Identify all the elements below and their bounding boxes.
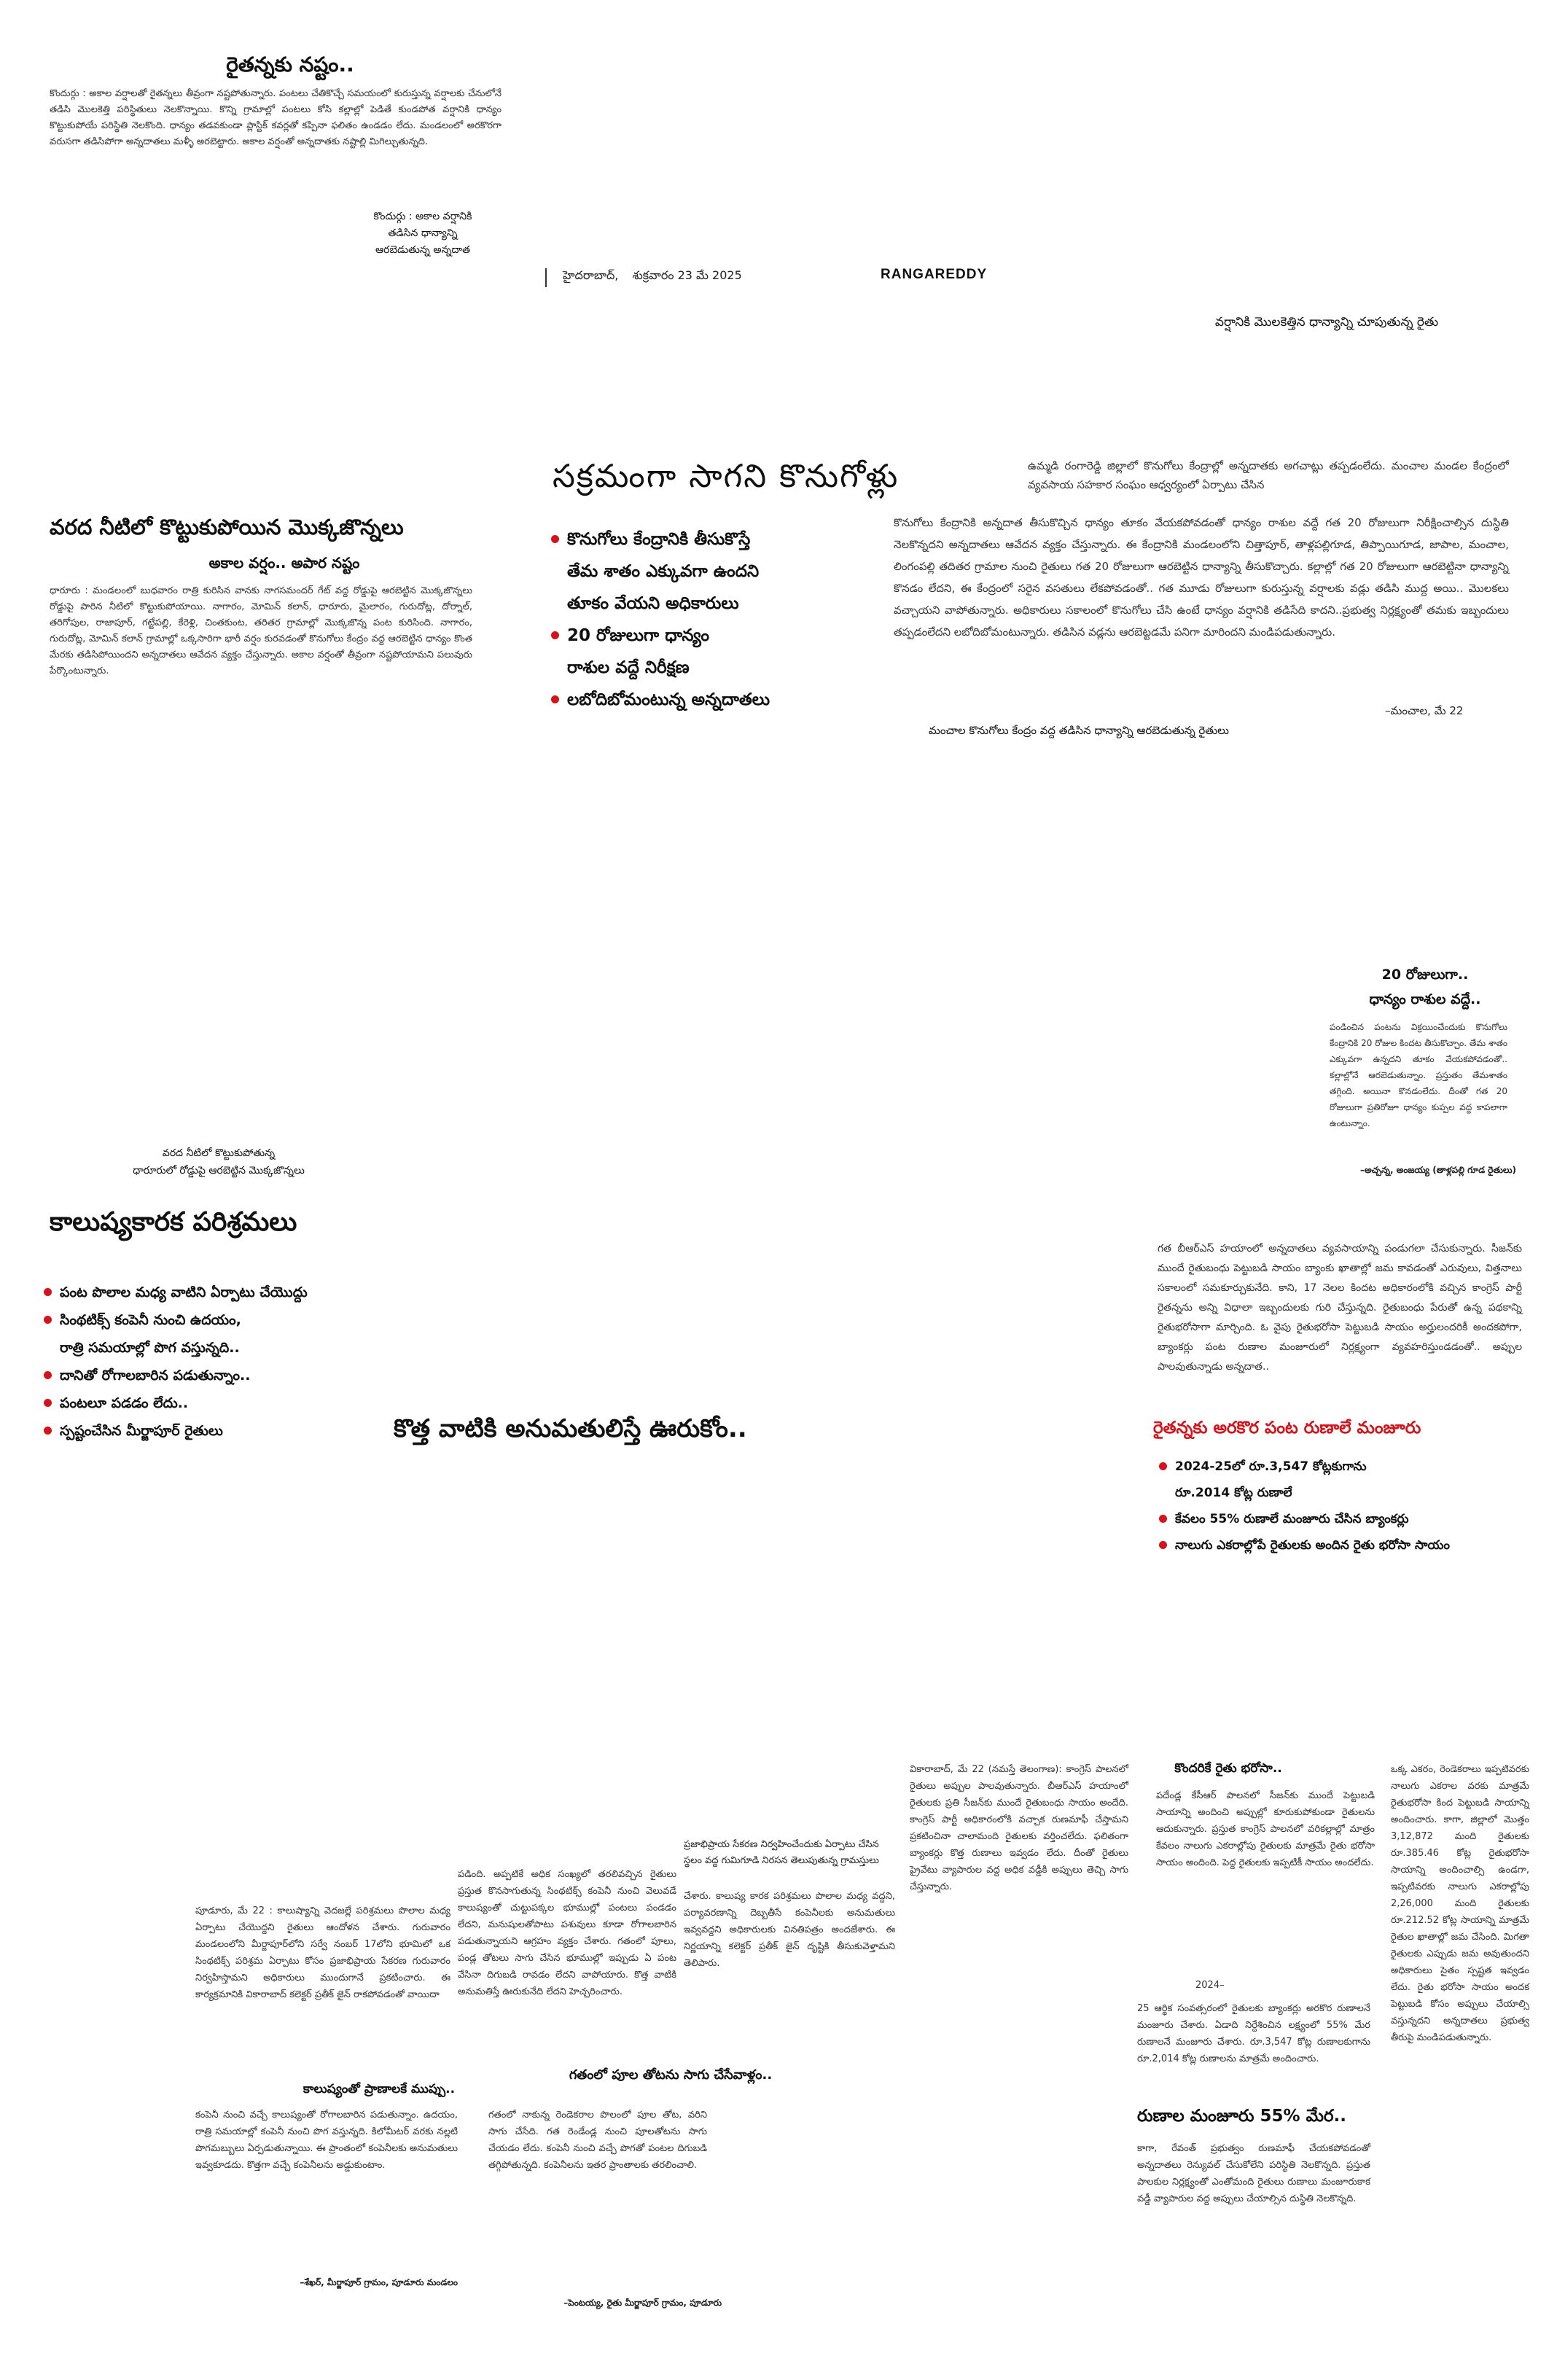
- story-pollution-col3: చేశారు. కాలుష్య కారక పరిశ్రమలు పొలాల మధ్య వద్దని, పర్యావరణాన్ని దెబ్బతీసే కంపెనీలకు అనుమతులు ఇవ్వవద్దని అధికారులకు వినతిపత్రం అందజేశారు. ఈ నిర్ణయాన్ని కలెక్టర్ ప్రతీక్ జైన్ దృష్టికి తీసుకువెళ్తామని తెలిపారు.: [684, 1891, 895, 1969]
- bullet-item: సింథటిక్స్ కంపెనీ నుంచి ఉదయం,: [41, 1306, 449, 1334]
- story-centers-photo-caption: మంచాల కొనుగోలు కేంద్రం వద్ద తడిసిన ధాన్యాన్ని ఆరబెడుతున్న రైతులు: [929, 724, 1229, 737]
- story-20days-headline-line: ధాన్యం రాశుల వద్దే..: [1369, 991, 1481, 1007]
- story-20days-headline-line: 20 రోజులుగా..: [1381, 967, 1469, 983]
- story-flood-body: ధారూరు : మండలంలో బుధవారం రాత్రి కురిసిన వానకు నాగసమందర్ గేట్ వద్ద రోడ్డుపై ఆరబెట్టిన మొక్కజొన్నలు రోడ్డుపై పారిన నీటిలో కొట్టుకుపోయాయి. నాగారం, మోమిన్ కలాన్, ధారూరు, మైలారం, గురుదోట్ల, దోర్నాల్, తరిగోపుల, రాజాపూర్, గట్టేపల్లి, కేరెళ్లి, చింతకుంట, తరితర గ్రామాల్లో మొక్కజొన్న పంట కురిసింది. నాగారం, గురుదోట్ల, మోమిన్ కలాన్ గ్రామాల్లో ఒక్కసారిగా భారీ వర్షం కురవడంతో కొనుగోలు కేంద్రం వద్ద ఆరబెట్టిన ధాన్యం కొంత మేరకు తడిసిపోయిందని అన్నదాతలు ఆవేదన వ్యక్తం చేస్తున్నారు. అకాల వర్షంతో తీవ్రంగా నష్టపోయామని పలువురు పేర్కొంటున్నారు.: [50, 585, 472, 676]
- story-20days-headline: [1327, 962, 1523, 1012]
- bullet-item: రూ.2014 కోట్ల రుణాలే: [1175, 1486, 1292, 1500]
- story-loanwaiver-bullets: [1156, 1454, 1535, 1558]
- bullet-item: నాలుగు ఎకరాల్లోపే రైతులకు అందిన రైతు భరోసా సాయం: [1156, 1532, 1535, 1558]
- story-pollution-box2-body: గతంలో నాకున్న రెండెకరాల పొలంలో పూల తోట, వరిని సాగు చేసేది. గత రెండేండ్ల నుంచి పూలతోటను సాగు చేయడం లేదు. కంపెనీ నుంచి వచ్చే పొగతో పంటల దిగుబడి తగ్గిపోతున్నది. కంపెనీలను ఇతర ప్రాంతాలకు తరలించాలి.: [488, 2110, 707, 2171]
- story-flood-headline: వరద నీటిలో కొట్టుకుపోయిన మొక్కజొన్నలు: [50, 515, 404, 539]
- bullet-item: రాశుల వద్దే నిరీక్షణ: [567, 658, 690, 677]
- story-loanwaiver-box-body: పదేండ్ల కేసీఆర్ పాలనలో సీజన్‌కు ముందే పెట్టుబడి సాయాన్ని అందించి అప్పుల్లో కూరుకుపోకుండా రైతులను ఆదుకున్నారు. ప్రస్తుత కాంగ్రెస్ పాలనలో వరికల్లాల్లో మాత్రం కేవలం నాలుగు ఎకరాల్లోపు రైతులకు మాత్రమే రైతు భరోసా సాయం అందింది. పెద్ద రైతులకు ఇప్పటికీ సాయం అందలేదు.: [1156, 1790, 1375, 1868]
- story-flood-subhead: అకాల వర్షం.. అపార నష్టం: [208, 554, 360, 571]
- story-pollution-box2-headline: గతంలో పూల తోటను సాగు చేసేవాళ్లం..: [569, 2067, 773, 2083]
- story-pollution-bullets: [41, 1279, 449, 1445]
- story-loanwaiver-col4: ఒక్క ఎకరం, రెండెకరాలు ఇప్పటివరకు నాలుగు ఎకరాల వరకు మాత్రమే రైతుభరోసా కింద పెట్టుబడి సాయాన్ని అందించారు. కాగా, జిల్లాలో మొత్తం 3,12,872 మంది రైతులకు రూ.385.46 కోట్ల రైతుభరోసా సాయాన్ని అందించాల్సి ఉండగా, ఇప్పటివరకు నాలుగు ఎకరాల్లోపు 2,26,000 మంది రైతులకు రూ.212.52 కోట్ల సాయాన్ని మాత్రమే రైతుల ఖాతాల్లో జమ చేసింది. మిగతా రైతులకు ఎప్పుడు జమ అవుతుందని అధికారులు సైతం స్పష్టత ఇవ్వడం లేదు. రైతు భరోసా సాయం అందక పెట్టుబడి కోసం అప్పులు చేయాల్సి వస్తున్నదని అన్నదాతలు ప్రభుత్వ తీరుపై మండిపడుతున్నారు.: [1391, 1764, 1529, 2043]
- story-loss-caption-line: కొందుర్గు : అకాల వర్షానికి: [373, 211, 472, 222]
- story-centers-headline: సక్రమంగా సాగని కొనుగోళ్లు: [553, 458, 900, 495]
- story-pollution-box1-byline: –శేఖర్, మీర్జాపూర్ గ్రామం, పూడూరు మండలం: [300, 2277, 458, 2287]
- story-pollution-subhead: కొత్త వాటికి అనుమతులిస్తే ఊరుకోం..: [394, 1414, 747, 1443]
- story-loanwaiver-headline: రైతన్నకు అరకొర పంట రుణాలే మంజూరు: [1153, 1419, 1421, 1437]
- masthead-dateline: [563, 268, 742, 285]
- story-pollution-box2-byline: –పెంటయ్య, రైతు మీర్జాపూర్ గ్రామం, పూడూరు: [563, 2298, 722, 2308]
- bullet-item: 20 రోజులుగా ధాన్యం: [548, 620, 862, 652]
- bullet-item: 2024-25లో రూ.3,547 కోట్లకుగాను: [1156, 1454, 1535, 1480]
- bullet-item: తూకం వేయని అధికారులు: [567, 594, 739, 613]
- story-centers-lead: ఉమ్మడి రంగారెడ్డి జిల్లాలో కొనుగోలు కేంద్రాల్లో అన్నదాతకు అగచాట్లు తప్పడంలేదు. మంచాల మండల కేంద్రంలో వ్యవసాయ సహకార సంఘం ఆధ్వర్యంలో ఏర్పాటు చేసిన: [1028, 459, 1509, 491]
- story-loanwaiver-mid-headline: రుణాల మంజూరు 55% మేర..: [1137, 2107, 1347, 2126]
- masthead-city: హైదరాబాద్,: [563, 268, 619, 282]
- bullet-item: తేమ శాతం ఎక్కువగా ఉందని: [567, 562, 760, 581]
- story-loss-body: కొందుర్గు : అకాల వర్షాలతో రైతన్నలు తీవ్రంగా నష్టపోతున్నారు. పంటలు చేతికొచ్చే సమయంలో కురుస్తున్న వర్షాలకు చేనులోనే తడిసి మొలకెత్తి పరిస్థితులు నెలకొన్నాయి. కొన్ని గ్రామాల్లో పంటలు కోసి కల్లాల్లో పెడితే కుండపోత వర్షానికి ధాన్యం కొట్టుకుపోయే పరిస్థితి నెలకొంది. ధాన్యం తడవకుండా ప్లాస్టిక్ కవర్లతో కప్పినా ఫలితం ఉండడం లేదు. మండలంలో అరకొరగా వరుసగా తడిసిపోగా అన్నదాతలు మళ్ళీ అరబెట్టారు. అకాల వర్షంతో అన్నదాతకు నష్టాల్లి మిగిల్చుతున్నది.: [50, 88, 502, 147]
- story-loss-caption: [313, 208, 532, 259]
- story-loanwaiver-mid-body2: కాగా, రేవంత్ ప్రభుత్వం రుణమాఫీ చేయకపోవడంతో అన్నదాతలు రెన్యువల్ చేసుకోలేని పరిస్థితి నెలకొన్నది. ప్రస్తుత పాలకుల నిర్లక్ష్యంతో ఎంతోమంది రైతులు రుణాలు మంజూరుకాక వడ్డీ వ్యాపారుల వద్ద అప్పులు చేయాల్సిన దుస్థితి నెలకొన్నది.: [1137, 2143, 1370, 2204]
- bullet-item: దానితో రోగాలబారిన పడుతున్నాం..: [41, 1362, 449, 1389]
- bullet-item: పంటలూ పడడం లేదు..: [41, 1389, 449, 1417]
- bullet-item: పంట పొలాల మధ్య వాటిని ఏర్పాటు చేయొద్దు: [41, 1279, 449, 1306]
- story-loss-caption-line: ఆరబెడుతున్న అన్నదాత: [375, 244, 470, 256]
- story-loss-caption-line: తడిసిన ధాన్యాన్ని: [388, 227, 458, 239]
- story-centers-body: కొనుగోలు కేంద్రానికి అన్నదాత తీసుకొచ్చిన ధాన్యం తూకం వేయకపోవడంతో ధాన్యం రాశుల వద్దే గత 20 రోజులుగా నిరీక్షించాల్సిన దుస్థితి నెలకొన్నదని అన్నదాతలు ఆవేదన వ్యక్తం చేస్తున్నారు. ఈ కేంద్రానికి మండలంలోని చిత్తాపూర్, తాళ్లపల్లిగూడ, తిప్పాయిగూడ, జాపాల, మంచాల, లింగంపల్లి తదితర గ్రామాల నుంచి రైతులు గత 20 రోజులుగా ఆరబెట్టిన ధాన్యాన్ని తీసుకొచ్చారు. కల్లాల్లో గత 20 రోజులుగా ఆరబెట్టినా ధాన్యాన్ని కొనడం లేదని, ఈ కేంద్రంలో సరైన వసతులు లేకపోవడంతో.. గత మూడు రోజులుగా కురుస్తున్న వర్షాలకు వడ్లు తడిసి ముద్ద అయి.. మొలకలు వచ్చాయని వాపోతున్నారు. అధికారులు సకాలంలో కొనుగోలు చేసి ఉంటే ధాన్యం వర్షానికి తడిసేది కాదని..ప్రభుత్వ నిర్లక్ష్యంతో తమకు ఇబ్బందులు తప్పడంలేదని లబోదిబోమంటున్నారు. తడిసిన వడ్లను ఆరబెట్టడమే పనిగా మారిందని మండిపడుతున్నారు.: [894, 516, 1509, 639]
- story-flood-caption: [117, 1144, 321, 1179]
- story-centers-bullets: [548, 523, 862, 716]
- bullet-item: లబోదిబోమంటున్న అన్నదాతలు: [548, 684, 862, 716]
- story-pollution-box1-body: కంపెనీ నుంచి వచ్చే కాలుష్యంతో రోగాలబారిన పడుతున్నాం. ఉదయం, రాత్రి సమయాల్లో కంపెనీ నుంచి పొగ వస్తున్నది. కిలోమీటర్ వరకు నల్లటి పొగమబ్బులు ఏర్పడుతున్నాయి. ఈ ప్రాంతంలో కంపెనీలకు అనుమతులు ఇవ్వకూడదు. కొత్తగా వచ్చే కంపెనీలను అడ్డుకుంటాం.: [195, 2110, 458, 2171]
- story-loanwaiver-mid-body: 25 ఆర్థిక సంవత్సరంలో రైతులకు బ్యాంకర్లు అరకొర రుణాలనే మంజూరు చేశారు. ఏడాది నిర్దేశించిన లక్ష్యంలో 55% మేర రుణాలనే మంజూరు చేశారు. రూ.3,547 కోట్ల రుణాలకుగాను రూ.2,014 కోట్ల రుణాలను మాత్రమే అందించారు.: [1137, 2003, 1370, 2064]
- story-pollution-headline: కాలుష్యకారక పరిశ్రమలు: [50, 1207, 297, 1237]
- photo-caption-sprouting: వర్షానికి మొలకెత్తిన ధాన్యాన్ని చూపుతున్న రైతు: [1214, 315, 1439, 329]
- story-centers-dateline: –మంచాల, మే 22: [1385, 704, 1464, 717]
- story-pollution-col3-caption: ప్రజాభిప్రాయ సేకరణ నిర్వహించేందుకు ఏర్పాటు చేసిన స్థలం వద్ద గుమిగూడి నిరసన తెలుపుతున్న గ్రామస్తులు: [684, 1839, 879, 1866]
- story-pollution-col2: పడింది. అప్పటికే అధిక సంఖ్యలో తరలివచ్చిన రైతులు ప్రస్తుత కొనసాగుతున్న సింథటిక్స్ కంపెనీ నుంచి వెలువడే కాలుష్యంతో చుట్టుపక్కల భూముల్లో పంటలు పండడం లేదని, మనుషులతోపాటు పశువులు కూడా రోగాలబారిన పడుతున్నాయని ఆగ్రహం వ్యక్తం చేశారు. గతంలో పూలు, పండ్ల తోటలు సాగు చేసిన భూముల్లో ఇప్పుడు ఏ పంట వేసినా దిగుబడి రావడం లేదని వాపోయారు. కొత్త వాటికి అనుమతిస్తే ఊరుకునేది లేదని హెచ్చరించారు.: [458, 1869, 676, 1997]
- bullet-item: రాత్రి సమయాల్లో పొగ వస్తున్నది..: [60, 1340, 240, 1356]
- masthead-date: శుక్రవారం 23 మే 2025: [632, 268, 742, 282]
- story-loanwaiver-mid-dateline: 2024–: [1195, 1980, 1225, 1991]
- masthead-section: RANGAREDDY: [881, 267, 988, 282]
- story-20days-body: పండించిన పంటను విక్రయించేందుకు కొనుగోలు కేంద్రానికి 20 రోజుల కిందట తీసుకొచ్చాం. తేమ శాతం ఎక్కువగా ఉన్నదని తూకం వేయకపోవడంతో.. కల్లాల్లోనే ఆరబెడుతున్నాం. ప్రస్తుతం తేమశాతం తగ్గింది. అయినా కొనడంలేదు. దీంతో గత 20 రోజులుగా ప్రతిరోజూ ధాన్యం కుప్పల వద్ద కాపలాగా ఉంటున్నాం.: [1330, 1022, 1507, 1128]
- bullet-item: కేవలం 55% రుణాలే మంజూరు చేసిన బ్యాంకర్లు: [1156, 1506, 1535, 1532]
- story-flood-caption-line: ధారూరులో రోడ్డుపై ఆరబెట్టిన మొక్కజొన్నలు: [133, 1165, 305, 1177]
- bullet-item: స్పష్టంచేసిన మీర్జాపూర్ రైతులు: [41, 1417, 449, 1445]
- bullet-item: కొనుగోలు కేంద్రానికి తీసుకొస్తే: [548, 523, 862, 555]
- story-20days-byline: –అచ్చన్న, అంజయ్య (తాళ్లపల్లి గూడ రైతులు): [1359, 1165, 1516, 1175]
- story-loanwaiver-col1: వికారాబాద్, మే 22 (నమస్తే తెలంగాణ): కాంగ్రెస్ పాలనలో రైతులు అప్పుల పాలవుతున్నారు. బీఆర్ఎస్ హయాంలో రైతులకు ప్రతి సీజన్‌కు ముందే రైతుబంధు సాయం అందేది. కాంగ్రెస్ పార్టీ అధికారంలోకి వచ్చాక రుణమాఫీ చేస్తామని ప్రకటించినా చాలామంది రైతులకు వర్తించలేదు. ఫలితంగా బ్యాంకర్లు కొత్త రుణాలు ఇవ్వడం లేదు. దీంతో రైతులు ప్రైవేటు వ్యాపారుల వద్ద అధిక వడ్డీకి అప్పులు తెచ్చి సాగు చేస్తున్నారు.: [910, 1764, 1128, 1892]
- story-loanwaiver-intro: గత బీఆర్ఎస్ హయాంలో అన్నదాతలు వ్యవసాయాన్ని పండుగలా చేసుకున్నారు. సీజన్‌కు ముందే రైతుబంధు పెట్టుబడి సాయం బ్యాంకు ఖాతాల్లో జమ కావడంతో ఎరువులు, విత్తనాలు సకాలంలో సమకూర్చుకునేది. కాని, 17 నెలల కిందట అధికారంలోకి వచ్చిన కాంగ్రెస్ పార్టీ రైతన్నను అన్ని విధాలా ఇబ్బందులకు గురి చేస్తున్నది. రైతుబంధు పేరుతో ఉన్న పథకాన్ని రైతుభరోసాగా మార్చింది. ఓ వైపు రైతుభరోసా పెట్టుబడి సాయం అర్హులందరికీ అందకపోగా, బ్యాంకర్లు పంట రుణాల మంజూరులో నిర్లక్ష్యంగా వ్యవహరిస్తుండడంతో.. అప్పుల పాలవుతున్నాడు అన్నదాత..: [1158, 1243, 1522, 1373]
- story-loanwaiver-box-headline: కొందరికే రైతు భరోసా..: [1174, 1761, 1282, 1776]
- story-pollution-box1-headline: కాలుష్యంతో ప్రాణాలకే ముప్పు..: [303, 2082, 456, 2096]
- story-loss-headline: రైతన్నకు నష్టం..: [226, 52, 354, 77]
- story-flood-caption-line: వరద నీటిలో కొట్టుకుపోతున్న: [162, 1147, 276, 1159]
- masthead-bar-icon: [545, 268, 547, 287]
- story-pollution-col1: పూడూరు, మే 22 : కాలుష్యాన్ని వెదజల్లే పరిశ్రమలు పొలాల మధ్య ఏర్పాటు చేయొద్దని రైతులు ఆందోళన చేశారు. గురువారం మండలంలోని మీర్జాపూర్‌లోని సర్వే నంబర్ 17లోని భూమిలో ఒక సింథటిక్స్ పరిశ్రమ ఏర్పాటు కోసం ప్రజాభిప్రాయ సేకరణ గురువారం నిర్వహిస్తామని అధికారులు ముందుగానే ప్రకటించారు. ఈ కార్యక్రమానికి వికారాబాద్ కలెక్టర్ ప్రతీక్ జైన్ రాకపోవడంతో వాయిదా: [195, 1905, 450, 2000]
